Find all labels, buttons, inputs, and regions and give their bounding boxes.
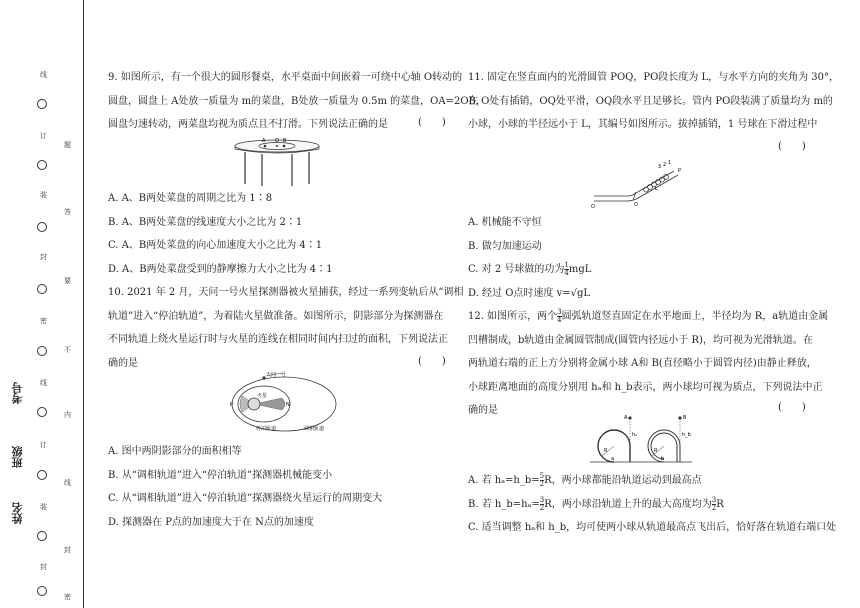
q12-stem-line (468, 305, 828, 329)
q10-answer-paren: ( ) (418, 356, 446, 367)
binding-hole (37, 407, 47, 417)
q10-label-n: N (286, 402, 290, 408)
q9-stem-line: 圆盘，圆盘上 A处放一质量为 m的菜盘，B处放一质量为 0.5m 的菜盘，OA=2OB， (108, 95, 486, 107)
q10-option-d[interactable]: D. 探测器在 P点的加速度大于在 N点的加速度 (108, 516, 314, 528)
q11-label-p: P (678, 168, 682, 174)
binding-char: 内 (64, 411, 71, 419)
question-10 (108, 281, 464, 375)
q10-option-a[interactable]: A. 图中两阴影部分的面积相等 (108, 446, 242, 457)
q12-options (468, 469, 836, 540)
binding-hole (37, 99, 47, 109)
binding-char: 装 (40, 503, 47, 511)
fraction-numerator: 3 (711, 495, 717, 504)
q12-answer-paren: ( ) (778, 402, 806, 413)
binding-char: 订 (40, 441, 47, 449)
q12-label-hb: h_b (682, 432, 691, 438)
binding-char: 密 (64, 593, 71, 601)
q9-option-a[interactable]: A. A、B两处菜盘的周期之比为 1∶8 (108, 193, 273, 204)
q11-label-q: Q (591, 204, 595, 208)
binding-hole (37, 346, 47, 356)
q12-stem-line: 小球距离地面的高度分别用 hₐ和 h_b表示，两小球均可视为质点，下列说法中正 (468, 381, 823, 393)
fraction-numerator: 5 (539, 472, 545, 480)
q11-label-l: L (655, 186, 658, 192)
q12-label-b: b (661, 456, 665, 462)
q11-option-a[interactable]: A. 机械能不守恒 (468, 217, 542, 228)
q9-stem-line: 9. 如图所示，有一个很大的圆形餐桌，水平桌面中间嵌着一可绕中心轴 O转动的 (108, 72, 463, 83)
binding-char: 题 (64, 141, 71, 149)
class-label: 班级 (11, 446, 24, 468)
q11-label-o: O (634, 202, 638, 208)
q11-label-3: 3 (658, 164, 662, 170)
q9-option-d[interactable]: D. A、B两处菜盘受到的静摩擦力大小之比为 4∶1 (108, 263, 333, 275)
q11-option-b[interactable]: B. 做匀加速运动 (468, 240, 542, 252)
binding-char: 线 (40, 379, 47, 387)
binding-char: 封 (40, 253, 47, 261)
q9-options (108, 187, 333, 281)
q11-stem-line: 在 O处有插销，OQ处平滑，OQ段水平且足够长。管内 PO段装满了质量均为 m的 (468, 95, 833, 107)
q12-track-figure (586, 414, 696, 466)
name-label: 姓名 (11, 502, 24, 524)
q9-option-c[interactable]: C. A、B两处菜盘的向心加速度大小之比为 4∶1 (108, 240, 323, 251)
fraction-denominator: 4 (557, 316, 562, 324)
fraction-numerator: 1 (564, 261, 569, 269)
q9-label-o: O (275, 138, 279, 144)
fraction-denominator: 2 (539, 503, 545, 512)
q10-option-b[interactable]: B. 从“调相轨道”进入“停泊轨道”探测器机械能变小 (108, 469, 333, 481)
q11-label-2: 2 (663, 162, 667, 168)
fraction-denominator: 2 (711, 503, 717, 512)
q12-stem-text: 12. 如图所示，两个 (468, 311, 558, 322)
binding-hole (37, 160, 47, 170)
fraction-denominator: 2 (539, 480, 545, 488)
binding-line (83, 0, 84, 608)
q9-option-b[interactable]: B. A、B两处菜盘的线速度大小之比为 2∶1 (108, 216, 303, 228)
q10-stem-line: 10. 2021 年 2 月，天问一号火星探测器被火星捕获，经过一系列变轨后从“调相 (108, 287, 464, 298)
q10-label-parking: 停泊轨道 (256, 426, 277, 432)
q12-label-ha: hₐ (632, 432, 638, 438)
q12-label-ball-a: A (624, 415, 628, 421)
binding-char: 线 (64, 479, 71, 487)
binding-char: 装 (40, 191, 47, 199)
q12-stem-line: 确的是 (468, 405, 498, 416)
q9-label-a: A (262, 138, 266, 144)
binding-hole (37, 586, 47, 596)
q12-label-ball-b: B (683, 415, 687, 421)
binding-hole (37, 284, 47, 294)
q10-label-mars: 火星 (257, 393, 268, 399)
q10-label-phase: 调相轨道 (304, 426, 325, 432)
q9-label-b: B (283, 138, 287, 144)
exam-number-label: 考号 (11, 382, 24, 404)
binding-char: 密 (40, 317, 47, 325)
q12-stem-text: 圆弧轨道竖直固定在水平地面上，半径均为 R，a轨道由金属 (561, 311, 829, 322)
q10-stem-line: 不同轨道上绕火星运行时与火星的连线在相同时间内扫过的面积，下列说法正 (108, 334, 448, 345)
q12-label-a: a (611, 456, 615, 462)
binding-char: 答 (64, 208, 71, 216)
q11-stem-line: 小球，小球的半径远小于 L，其编号如图所示。拔掉插销，1 号球在下滑过程中 (468, 119, 818, 130)
fraction-numerator: 3 (539, 495, 545, 504)
q11-option-d[interactable]: D. 经过 O点时速度 v=√gL (468, 287, 591, 299)
q9-answer-paren: ( ) (418, 117, 446, 128)
q12-stem-line: 凹槽制成，b轨道由金属圆管制成(圆管内径远小于 R)，均可视为光滑轨道。在 (468, 334, 813, 346)
binding-char: 不 (64, 346, 71, 354)
q12-option-a-text: A. 若 hₐ=h_b= (468, 475, 540, 486)
q11-answer-paren: ( ) (778, 141, 806, 152)
q12-option-b-text: R (716, 498, 724, 510)
binding-hole (37, 222, 47, 232)
q9-table-figure (232, 134, 322, 188)
q12-option-b-text: R，两小球沿轨道上升的最大高度均为 (544, 498, 712, 510)
q12-label-r: R (604, 448, 608, 454)
q12-option-a-text: R，两小球都能沿轨道运动到最高点 (544, 475, 702, 486)
q12-stem-line: 两轨道右端的正上方分别将金属小球 A和 B(直径略小于圆管内径)由静止释放， (468, 358, 817, 369)
binding-hole (37, 531, 47, 541)
q12-label-r: R (654, 448, 658, 454)
q10-stem-line: 确的是 (108, 357, 138, 369)
binding-char: 封 (64, 546, 71, 554)
q11-option-c[interactable] (468, 258, 591, 282)
q12-option-c[interactable]: C. 适当调整 hₐ和 h_b，均可使两小球从轨道最高点飞出后，恰好落在轨道右端口处 (468, 522, 837, 533)
fraction-denominator: 4 (564, 269, 569, 277)
question-11 (468, 66, 839, 137)
q12-option-b[interactable] (468, 493, 836, 517)
fraction-numerator: 3 (557, 308, 562, 316)
q11-stem-line: 11. 固定在竖直面内的光滑圆管 POQ，PO段长度为 L，与水平方向的夹角为 30°， (468, 72, 840, 83)
q9-stem-line: 圆盘匀速转动，两菜盘均视为质点且不打滑。下列说法正确的是 (108, 119, 388, 130)
q10-orbit-figure (228, 368, 348, 436)
q12-option-a[interactable] (468, 469, 836, 493)
question-12 (468, 305, 828, 423)
binding-margin (0, 0, 86, 608)
q11-option-c-unit: mgL (568, 264, 592, 275)
q10-options (108, 440, 382, 534)
binding-char: 封 (40, 563, 47, 571)
binding-char: 要 (64, 277, 71, 285)
q10-stem-line: 轨道”进入“停泊轨道”，为着陆火星做准备。如图所示，阴影部分为探测器在 (108, 310, 444, 322)
q11-tube-figure (586, 150, 686, 208)
binding-char: 线 (40, 71, 47, 79)
binding-hole (37, 470, 47, 480)
q10-label-probe: 天问一号 (266, 372, 287, 378)
q11-label-1: 1 (668, 160, 672, 166)
q10-option-c[interactable]: C. 从“调相轨道”进入“停泊轨道”探测器绕火星运行的周期变大 (108, 493, 383, 504)
q10-label-p: P (230, 402, 234, 408)
binding-char: 订 (40, 132, 47, 140)
q12-option-b-text: B. 若 h_b=hₐ= (468, 498, 540, 510)
q11-option-c-text: C. 对 2 号球做的功为 (468, 264, 565, 275)
q11-options (468, 211, 591, 305)
